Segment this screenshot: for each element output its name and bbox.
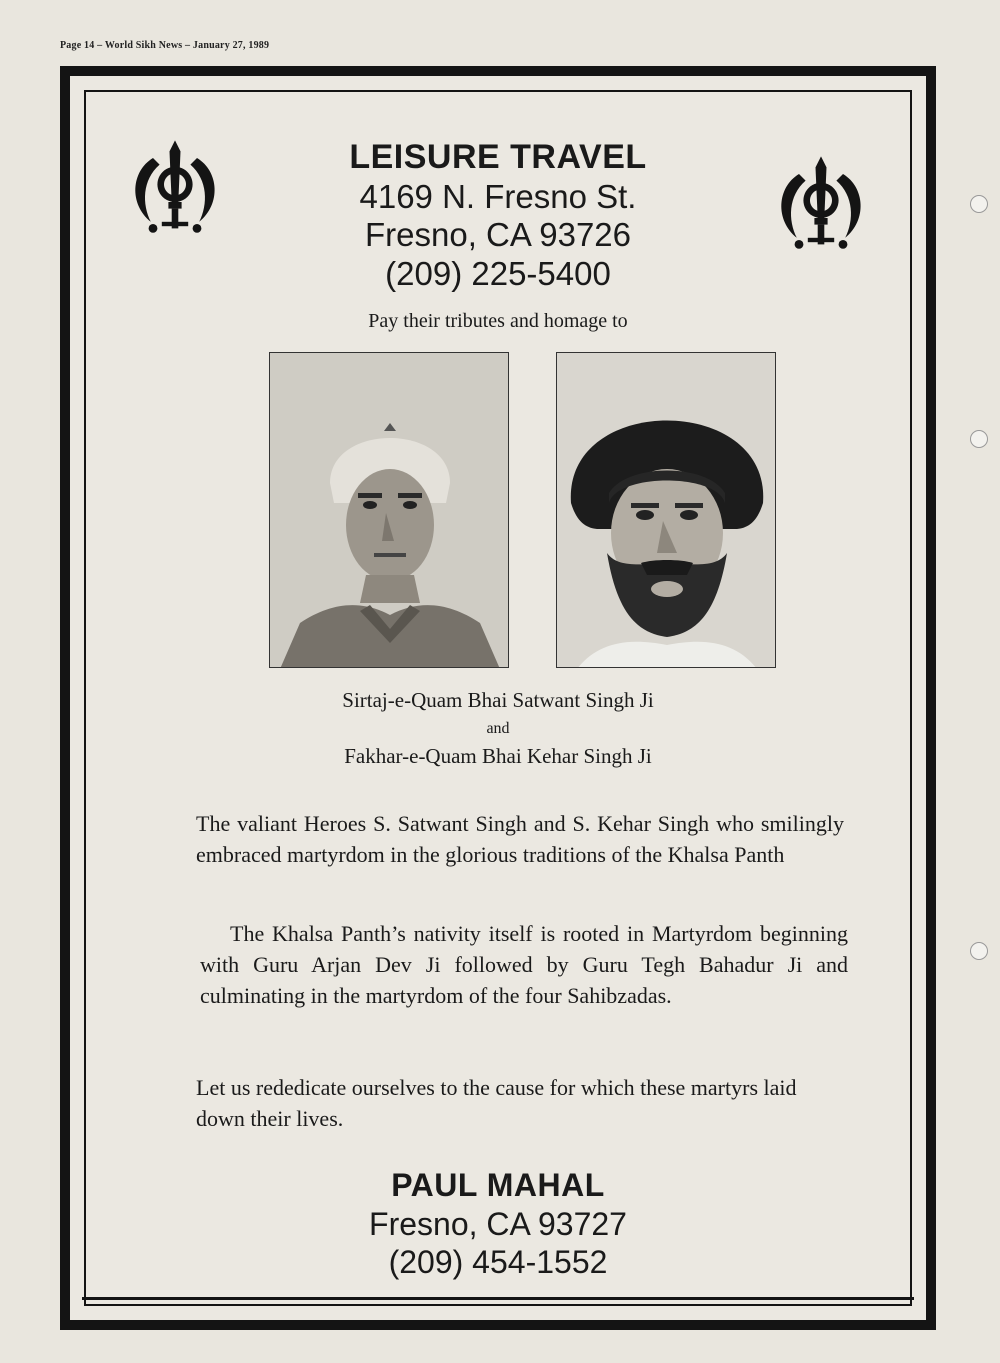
signatory-phone: (209) 454-1552 (388, 1244, 608, 1280)
portrait-satwant-singh (270, 353, 509, 668)
honoree-first: Sirtaj-e-Quam Bhai Satwant Singh Ji (342, 688, 654, 712)
punch-hole (970, 942, 988, 960)
advertiser-phone: (209) 225-5400 (385, 255, 611, 292)
portrait-photo-right (556, 352, 776, 668)
advertisement-inner-border (84, 90, 912, 1306)
portrait-photo-left (269, 352, 509, 668)
punch-hole (970, 430, 988, 448)
paragraph-heroes: The valiant Heroes S. Satwant Singh and S. Kehar Singh who smilingly embraced martyrdom in the glorious traditions of the Khalsa Panth (196, 811, 844, 867)
honoree-conjunction: and (486, 720, 510, 737)
signatory-city: Fresno, CA 93727 (369, 1206, 627, 1242)
advertisement (60, 66, 936, 1330)
advertiser-name: LEISURE TRAVEL (349, 138, 647, 176)
signatory-name: PAUL MAHAL (391, 1167, 605, 1203)
paragraph-khalsa-panth: The Khalsa Panth’s nativity itself is rooted in Martyrdom beginning with Guru Arjan Dev Ji followed by Guru Tegh Bahadur Ji and culminating in the martyrdom of the four Sahibzadas. (200, 921, 848, 1008)
page-header: Page 14 – World Sikh News – January 27, 1989 (60, 40, 270, 51)
advertiser-city: Fresno, CA 93726 (365, 216, 631, 253)
punch-hole (970, 195, 988, 213)
bottom-rule (82, 1297, 914, 1300)
advertiser-street: 4169 N. Fresno St. (359, 178, 637, 215)
portrait-kehar-singh (557, 353, 776, 668)
tribute-line: Pay their tributes and homage to (368, 310, 628, 332)
honoree-second: Fakhar-e-Quam Bhai Kehar Singh Ji (344, 744, 652, 768)
paragraph-rededicate: Let us rededicate ourselves to the cause for which these martyrs laid down their lives. (196, 1075, 797, 1131)
